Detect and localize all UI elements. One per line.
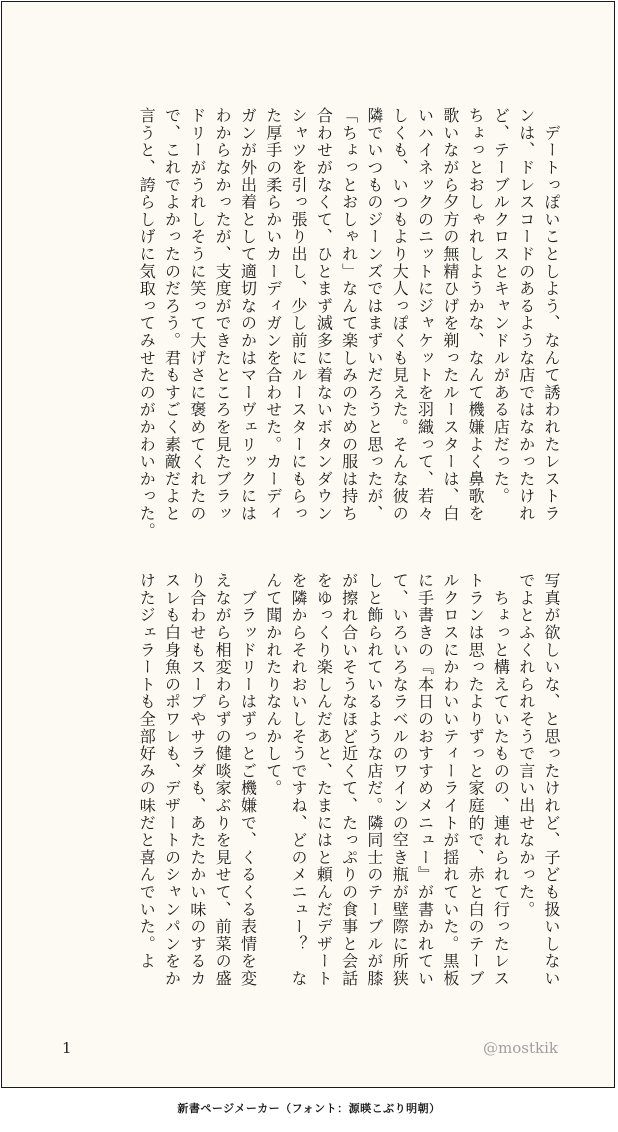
text-line: ドリーがうれしそうに笑って大げさに褒めてくれたの xyxy=(187,107,207,523)
text-line: スレも白身魚のポワレも、デザートのシャンパンをか xyxy=(162,572,182,988)
text-block-bottom xyxy=(58,572,564,1012)
author-credit: @mostkik xyxy=(483,1039,558,1057)
text-line: しくも、いつもより大人っぽくも見えた。そんな彼の xyxy=(390,107,410,523)
text-line: シャツを引っ張り出し、少し前にルースターにもらっ xyxy=(289,107,309,523)
text-line: が擦れ合いそうなほど近くて、たっぷりの食事と会話 xyxy=(339,572,359,988)
text-line: けたジェラートも全部好みの味だと喜んでいた。よ xyxy=(137,572,157,970)
text-line: ガンが外出着として適切なのかはマーヴェリックには xyxy=(238,107,258,523)
text-line: 合わせがなくて、ひとまず滅多に着ないボタンダウン xyxy=(314,107,334,523)
text-line: 隣でいつものジーンズではまずいだろうと思ったが、 xyxy=(364,107,384,523)
text-line: トランは思ったよりずっと家庭的で、赤と白のテーブ xyxy=(466,572,486,988)
book-page xyxy=(1,1,615,1088)
text-line: いハイネックのニットにジャケットを羽織って、若々 xyxy=(415,107,435,523)
text-line: ちょっとおしゃれしようかな、なんて機嫌よく鼻歌を xyxy=(466,107,486,523)
text-line: わからなかったが、支度ができたところを見たブラッ xyxy=(213,107,233,523)
text-line: しと飾られているような店だ。隣同士のテーブルが膝 xyxy=(364,572,384,988)
text-line: り合わせもスープやサラダも、あたたかい味のするカ xyxy=(187,572,207,988)
text-line: でよとふくれられそうで言い出せなかった。 xyxy=(516,572,536,918)
text-line: んて聞かれたりなんかして。 xyxy=(263,572,283,797)
text-line: えながら相変わらずの健啖家ぶりを見せて、前菜の盛 xyxy=(213,572,233,988)
text-line: ルクロスにかわいいティーライトが揺れていた。黒板 xyxy=(440,572,460,988)
text-line: ど、テーブルクロスとキャンドルがある店だった。 xyxy=(491,107,511,505)
page-number: 1 xyxy=(62,1039,72,1057)
text-line: 写真が欲しいな、と思ったけれど、子ども扱いしない xyxy=(542,572,561,988)
text-block-top xyxy=(58,107,564,547)
text-line: て、いろいろなラベルのワインの空き瓶が壁際に所狭 xyxy=(390,572,410,988)
text-line: 「ちょっとおしゃれ」なんて楽しみのための服は持ち xyxy=(339,107,359,523)
text-line: 言うと、誇らしげに気取ってみせたのがかわいかった。 xyxy=(137,107,157,540)
text-line: ンは、ドレスコードのあるような店ではなかったけれ xyxy=(516,107,536,523)
text-line: を隣からそれおいしそうですね、どのメニュー？ な xyxy=(289,572,309,988)
text-line: ちょっと構えていたものの、連れられて行ったレス xyxy=(491,572,511,988)
text-line: た厚手の柔らかいカーディガンを合わせた。カーディ xyxy=(263,107,283,523)
text-line: 歌いながら夕方の無精ひげを剃ったルースターは、白 xyxy=(440,107,460,523)
footer-caption: 新書ページメーカー（フォント：源暎こぶり明朝） xyxy=(177,1102,441,1115)
text-line: で、これでよかったのだろう。君もすごく素敵だよと xyxy=(162,107,182,523)
text-line: ブラッドリーはずっとご機嫌で、くるくる表情を変 xyxy=(238,572,258,988)
text-line: をゆっくり楽しんだあと、たまにはと頼んだデザート xyxy=(314,572,334,988)
text-line: に手書きの『本日のおすすめメニュー』が書かれてい xyxy=(415,572,435,988)
text-line: デートっぽいことしよう、なんて誘われたレストラ xyxy=(542,107,561,523)
